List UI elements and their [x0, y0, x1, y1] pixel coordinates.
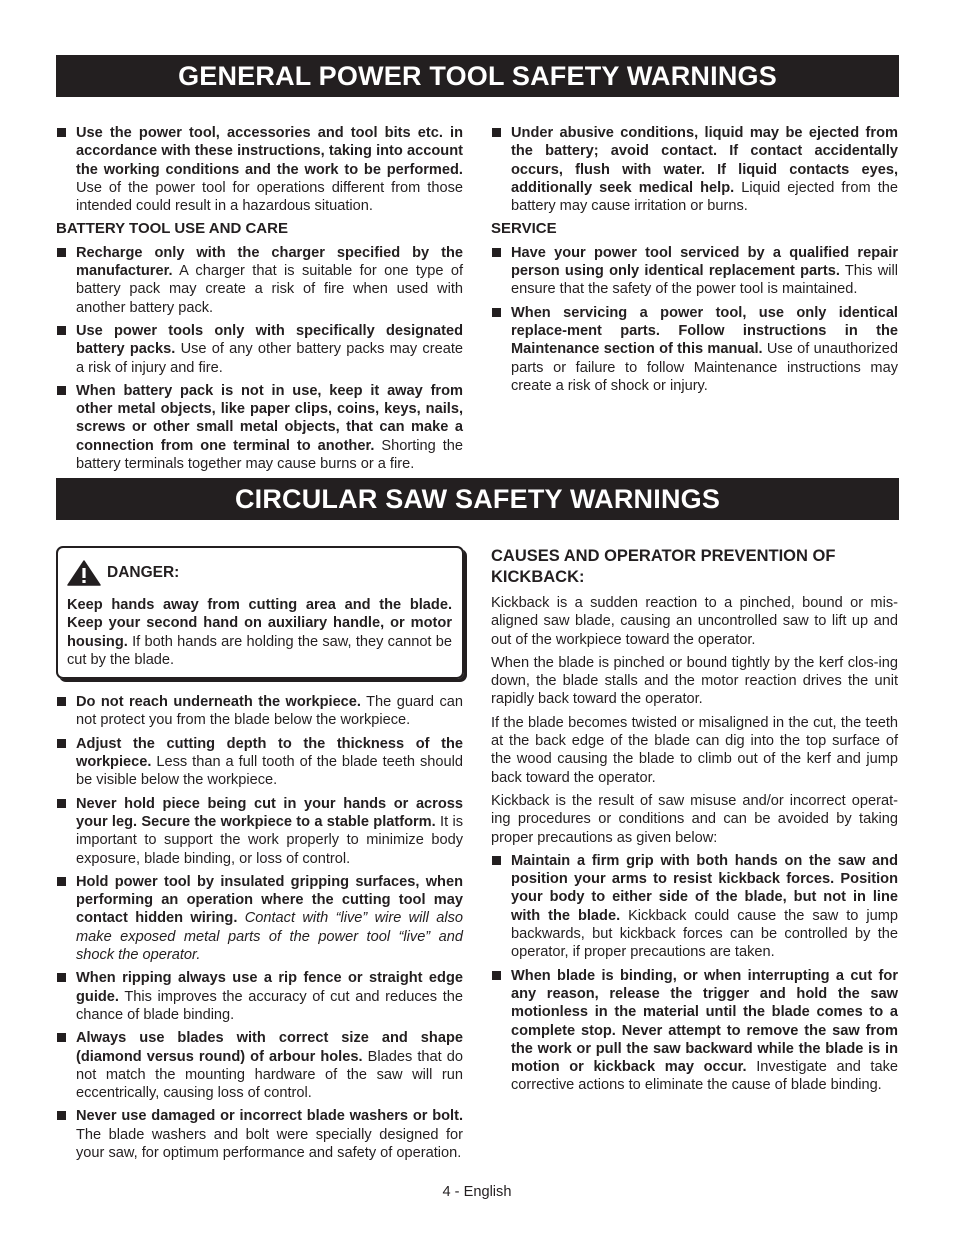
list-item [491, 304, 898, 395]
bullet-square-icon [57, 1111, 66, 1120]
item-text: Investigate and take corrective actions to eliminate the cause of blade binding. [511, 1059, 899, 1094]
list-item [56, 873, 463, 964]
bullet-square-icon [57, 1033, 66, 1042]
item-bold-text: Maintain a firm grip with both hands on the saw and position your arms to resist kickback forces. Position your body to either side of the blade, but not in line with the blade. [511, 852, 898, 924]
item-bold-text: Never use damaged or incorrect blade washers or bolt. [76, 1108, 463, 1125]
paragraph: Kickback is a sudden reaction to a pinched, bound or mis-aligned saw blade, causing an uncontrolled saw to lift up and out of the workpiece toward the operator. [491, 595, 898, 648]
bullet-square-icon [492, 971, 501, 980]
bullet-square-icon [57, 973, 66, 982]
list-item [491, 244, 898, 299]
list-item [56, 969, 463, 1024]
service-heading: SERVICE [491, 220, 557, 238]
kickback-column [491, 546, 898, 1100]
item-bold-text: Use the power tool, accessories and tool bits etc. in accordance with these instructions, taking into account the working conditions and the work to be performed. [76, 125, 463, 178]
list-item [491, 124, 898, 215]
bullet-square-icon [57, 128, 66, 137]
item-text: Shorting the battery terminals together may cause burns or a fire. [76, 437, 464, 473]
list-item [491, 967, 898, 1095]
bullet-square-icon [57, 326, 66, 335]
list-item [56, 795, 463, 868]
paragraph: Kickback is the result of saw misuse and/or incorrect operat-ing procedures or conditions and can be avoided by taking proper precautions as given below: [491, 792, 898, 846]
item-text: Use of unauthorized parts or failure to follow Maintenance instructions may create a risk of shock or injury. [511, 341, 899, 394]
item-text: A charger that is suitable for one type of battery pack may create a risk of fire when used with another battery pack. [76, 263, 463, 316]
item-bold-text: Always use blades with correct size and shape (diamond versus round) of arbour holes. [76, 1030, 463, 1065]
danger-title: DANGER: [107, 563, 180, 581]
circular-saw-banner: CIRCULAR SAW SAFETY WARNINGS [56, 478, 899, 520]
general-left-column [56, 124, 463, 478]
bullet-square-icon [492, 856, 501, 865]
item-bold-text: Do not reach underneath the workpiece. [76, 694, 361, 711]
bullet-square-icon [492, 128, 501, 137]
item-bold-text: Use power tools only with specifically designated battery packs. [76, 322, 463, 358]
list-item [56, 322, 463, 377]
list-item [56, 693, 463, 730]
item-text: Liquid ejected from the battery may cause irritation or burns. [511, 179, 898, 215]
item-bold-text: When blade is binding, or when interrupting a cut for any reason, release the trigger and hold the saw motionless in the material until the blade comes to a complete stop. Never attempt to remove the saw from the work or pull the saw backward while the blade is in motion or kickback may occur. [511, 967, 898, 1076]
bullet-square-icon [57, 697, 66, 706]
item-bold-text: Under abusive conditions, liquid may be ejected from the battery; avoid contact. If contact accidentally occurs, flush with water. If liquid contacts eyes, additionally seek medical help. [511, 125, 898, 196]
warning-triangle-icon [67, 560, 101, 586]
danger-text [67, 596, 452, 669]
item-bold-text: When battery pack is not in use, keep it away from other metal objects, like paper clips, coins, keys, nails, screws or other small metal objects, that can make a connection from one terminal to another. [76, 382, 463, 454]
bullet-square-icon [492, 308, 501, 317]
danger-bold-text: Keep hands away from cutting area and the blade. Keep your second hand on auxiliary handle, or motor housing. [67, 597, 452, 650]
bullet-square-icon [57, 386, 66, 395]
item-text: The blade washers and bolt were specially designed for your saw, for optimum performance and safety of operation. [76, 1126, 463, 1162]
list-item [56, 382, 463, 473]
item-bold-text: When ripping always use a rip fence or straight edge guide. [76, 970, 463, 1005]
list-item [491, 852, 898, 962]
danger-header [67, 560, 452, 586]
item-text: This will ensure that the safety of the power tool is maintained. [511, 263, 899, 298]
item-text: Use of the power tool for operations different from those intended could result in a hazardous situation. [76, 179, 463, 215]
item-text: The guard can not protect you from the blade below the workpiece. [76, 694, 463, 729]
list-item [56, 1029, 463, 1102]
list-item [56, 244, 463, 317]
bullet-square-icon [57, 877, 66, 886]
page-footer: 4 - English [442, 1184, 512, 1200]
bullet-square-icon [492, 248, 501, 257]
danger-plain-text: If both hands are holding the saw, they cannot be cut by the blade. [67, 633, 452, 668]
kickback-heading: CAUSES AND OPERATOR PREVENTION OF KICKBACK: [491, 547, 836, 586]
general-safety-banner: GENERAL POWER TOOL SAFETY WARNINGS [56, 55, 899, 97]
list-item [56, 735, 463, 790]
paragraph: When the blade is pinched or bound tightly by the kerf clos-ing down, the blade stalls and the motor reaction drives the unit rapidly back toward the operator. [491, 654, 898, 708]
danger-box [56, 546, 464, 679]
item-text: Blades that do not match the mounting hardware of the saw will run eccentrically, causing loss of control. [76, 1048, 463, 1102]
battery-heading: BATTERY TOOL USE AND CARE [56, 220, 288, 238]
list-item [56, 1107, 463, 1162]
list-item [56, 124, 463, 215]
item-bold-text: Recharge only with the charger specified by the manufacturer. [76, 244, 463, 280]
item-text: It is important to support the work properly to minimize body exposure, blade binding, or loss of control. [76, 813, 463, 867]
item-bold-text: Adjust the cutting depth to the thickness of the workpiece. [76, 735, 463, 771]
bullet-square-icon [57, 799, 66, 808]
bullet-square-icon [57, 248, 66, 257]
item-text: Use of any other battery packs may create a risk of injury and fire. [76, 341, 463, 376]
item-text: Kickback could cause the saw to jump backwards, but kickback forces can be controlled by the operator, if proper precautions are taken. [511, 907, 898, 961]
item-bold-text: When servicing a power tool, use only identical replace-ment parts. Follow instructions in the Maintenance section of this manual. [511, 304, 898, 358]
item-italic-text: Contact with “live” wire will also make exposed metal parts of the power tool “live” and shock the operator. [76, 910, 464, 964]
item-text: Less than a full tooth of the blade teeth should be visible below the workpiece. [76, 754, 463, 789]
item-bold-text: Hold power tool by insulated gripping surfaces, when performing an operation where the cutting tool may contact hidden wiring. [76, 873, 463, 927]
bullet-square-icon [57, 739, 66, 748]
item-bold-text: Never hold piece being cut in your hands or across your leg. Secure the workpiece to a stable platform. [76, 795, 463, 830]
general-right-column [491, 124, 898, 400]
paragraph: If the blade becomes twisted or misaligned in the cut, the teeth at the back edge of the blade can dig into the top surface of the wood causing the blade to climb out of the kerf and jump back toward the operator. [491, 714, 898, 786]
saw-left-column [56, 546, 463, 1167]
item-bold-text: Have your power tool serviced by a qualified repair person using only identical replacement parts. [511, 244, 898, 280]
item-text: This improves the accuracy of cut and reduces the chance of blade binding. [76, 988, 464, 1023]
